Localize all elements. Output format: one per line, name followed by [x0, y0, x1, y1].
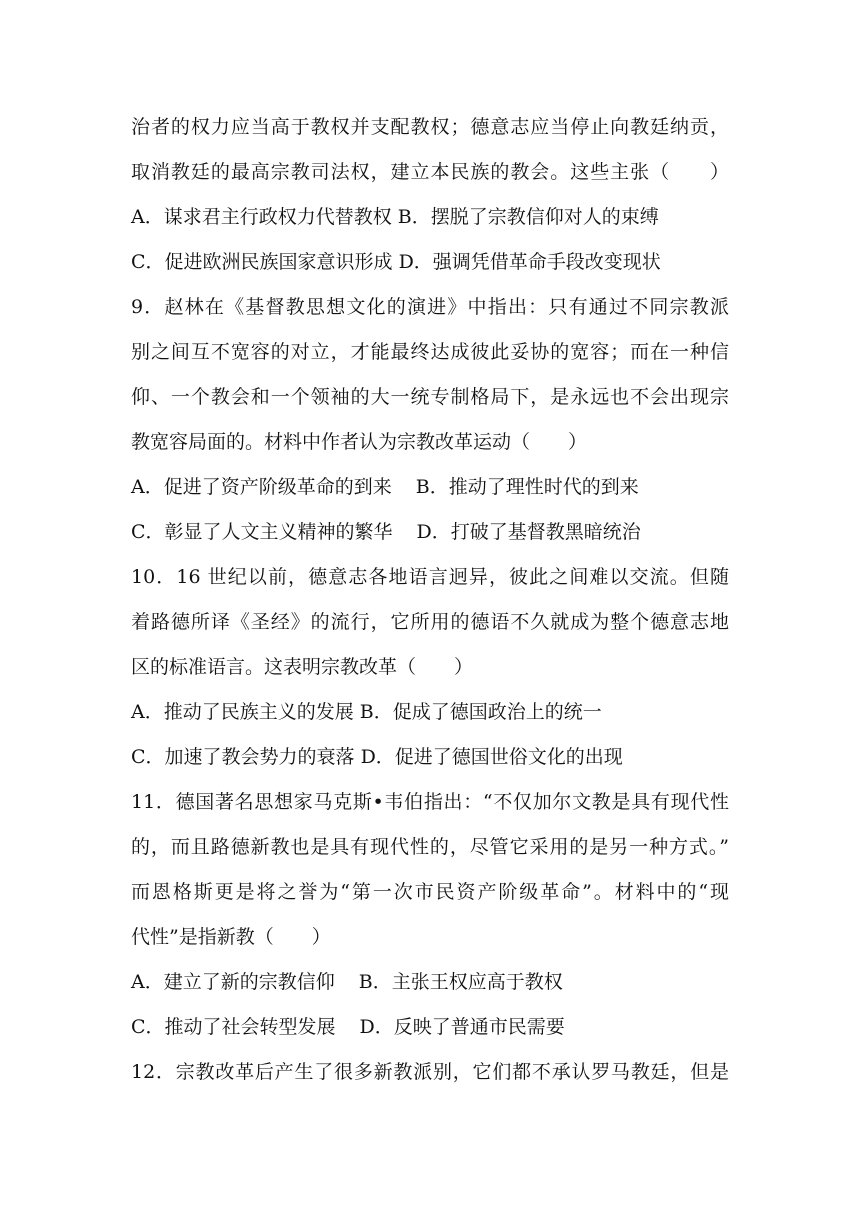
question-10-line-3: 区的标准语言。这表明宗教改革（ ） — [131, 656, 474, 678]
question-11-line-3: 而恩格斯更是将之誉为“第一次市民资产阶级革命”。材料中的“现 — [131, 881, 729, 903]
question-9-line-4: 教宽容局面的。材料中作者认为宗教改革运动（ ） — [131, 431, 588, 453]
question-9-line-1: 9．赵林在《基督教思想文化的演进》中指出：只有通过不同宗教派 — [131, 296, 729, 318]
option-line-q8-cd: C．促进欧洲民族国家意识形成 D．强调凭借革命手段改变现状 — [131, 251, 661, 273]
option-q11-b: B．主张王权应高于教权 — [358, 971, 563, 993]
text-line: 取消教廷的最高宗教司法权，建立本民族的教会。这些主张（ ） — [131, 161, 729, 183]
question-10-line-2: 着路德所译《圣经》的流行，它所用的德语不久就成为整个德意志地 — [131, 611, 729, 633]
option-q11-a: A．建立了新的宗教信仰 — [131, 971, 335, 993]
option-q9-d: D．打破了基督教黑暗统治 — [416, 521, 641, 543]
option-line-q11-cd — [131, 1018, 565, 1037]
question-9-line-2: 别之间互不宽容的对立，才能最终达成彼此妥协的宽容；而在一种信 — [131, 341, 729, 363]
option-line-q10-cd: C．加速了教会势力的衰落 D．促进了德国世俗文化的出现 — [131, 746, 623, 768]
option-q9-a: A．促进了资产阶级革命的到来 — [131, 476, 392, 498]
text-line: 治者的权力应当高于教权并支配教权；德意志应当停止向教廷纳贡， — [131, 116, 729, 138]
question-11-line-4: 代性”是指新教（ ） — [131, 926, 331, 948]
question-10-line-1: 10．16 世纪以前，德意志各地语言迥异，彼此之间难以交流。但随 — [131, 566, 729, 588]
question-9-line-3: 仰、一个教会和一个领袖的大一统专制格局下，是永远也不会出现宗 — [131, 386, 729, 408]
question-11-line-2: 的，而且路德新教也是具有现代性的，尽管它采用的是另一种方式。” — [131, 836, 729, 858]
option-q11-c: C．推动了社会转型发展 — [131, 1016, 336, 1038]
option-q9-b: B．推动了理性时代的到来 — [415, 476, 639, 498]
option-line-q11-ab — [131, 973, 563, 992]
option-q9-c: C．彰显了人文主义精神的繁华 — [131, 521, 393, 543]
question-11-line-1: 11．德国著名思想家马克斯•韦伯指出：“不仅加尔文教是具有现代性 — [131, 791, 729, 813]
option-line-q9-cd — [131, 523, 641, 542]
question-12-line-1: 12．宗教改革后产生了很多新教派别，它们都不承认罗马教廷，但是 — [131, 1061, 729, 1083]
option-line-q10-ab: A．推动了民族主义的发展 B．促成了德国政治上的统一 — [131, 701, 602, 723]
option-q11-d: D．反映了普通市民需要 — [359, 1016, 565, 1038]
option-line-q9-ab — [131, 478, 639, 497]
option-line-q8-ab: A．谋求君主行政权力代替教权 B．摆脱了宗教信仰对人的束缚 — [131, 206, 659, 228]
